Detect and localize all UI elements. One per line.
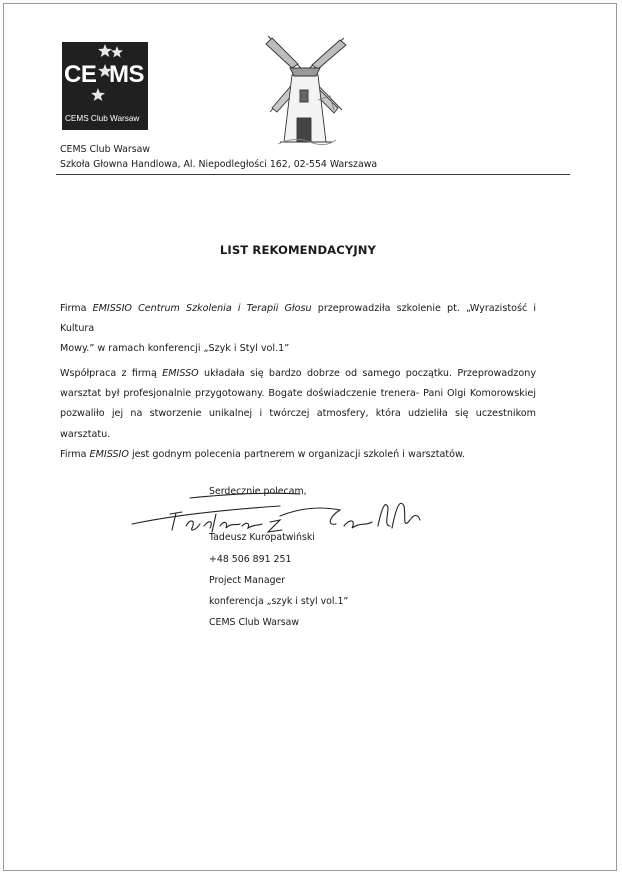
- logo-star-4: [111, 46, 123, 58]
- p2-company-name: EMISSO: [162, 368, 199, 379]
- p1-line1-rest: przeprowadziła szkolenie pt. „Wyrazistość i Kultura: [60, 303, 537, 335]
- p2-line4-company-name: EMISSIO: [89, 448, 129, 460]
- paragraph-2-line-1: [60, 364, 536, 384]
- paragraph-2-line-3: pozwaliło jej na stworzenie unikalnej i twórczej atmosfery, która udzieliła się uczestnikom warsztatu.: [60, 408, 536, 440]
- p2-line4-b: jest godnym polecenia partnerem w organizacji szkoleń i warsztatów.: [128, 448, 465, 460]
- signer-org: CEMS Club Warsaw: [209, 617, 300, 628]
- signer-name: Tadeusz Kuropatwiński: [209, 532, 315, 543]
- p2-line4-a: Firma: [60, 448, 90, 460]
- paragraph-2-line-4: [60, 445, 536, 465]
- logo-subtitle: CEMS Club Warsaw: [65, 114, 140, 123]
- p2-line1-a: Współpraca z firmą: [60, 368, 163, 379]
- paragraph-1: [60, 299, 536, 360]
- logo-star-1: [98, 44, 112, 57]
- header-divider: [56, 174, 570, 175]
- signer-conference: konferencja „szyk i styl vol.1”: [209, 596, 349, 607]
- header-address: Szkoła Głowna Handlowa, Al. Niepodległości 162, 02-554 Warszawa: [60, 159, 378, 170]
- p2-line1-b: układała się bardzo dobrze od samego początku. Przeprowadzony: [198, 368, 537, 379]
- logo-wordmark-left: CE: [64, 61, 97, 88]
- header-org-name: CEMS Club Warsaw: [60, 144, 151, 155]
- paragraph-2-line-2: warsztat był profesjonalnie przygotowany. Bogate doświadczenie trenera- Pani Olgi Komorowskiej: [60, 388, 536, 400]
- closing-text: Serdecznie polecam,: [209, 486, 307, 497]
- signer-phone: +48 506 891 251: [209, 554, 292, 565]
- p1-company-name: EMISSIO Centrum Szkolenia i Terapii Głosu: [92, 303, 312, 314]
- paragraph-1-line-1: [60, 299, 536, 339]
- windmill-illustration: [250, 30, 360, 150]
- cems-logo: [62, 42, 148, 130]
- signer-role: Project Manager: [209, 575, 286, 586]
- logo-star-3: [91, 88, 105, 101]
- paragraph-1-line-2: Mowy.” w ramach konferencji „Szyk i Styl vol.1”: [60, 343, 290, 355]
- paragraph-2: [60, 364, 536, 465]
- letter-title: LIST REKOMENDACYJNY: [219, 243, 377, 257]
- logo-wordmark-right: MS: [109, 61, 144, 88]
- p1-prefix: Firma: [60, 303, 93, 314]
